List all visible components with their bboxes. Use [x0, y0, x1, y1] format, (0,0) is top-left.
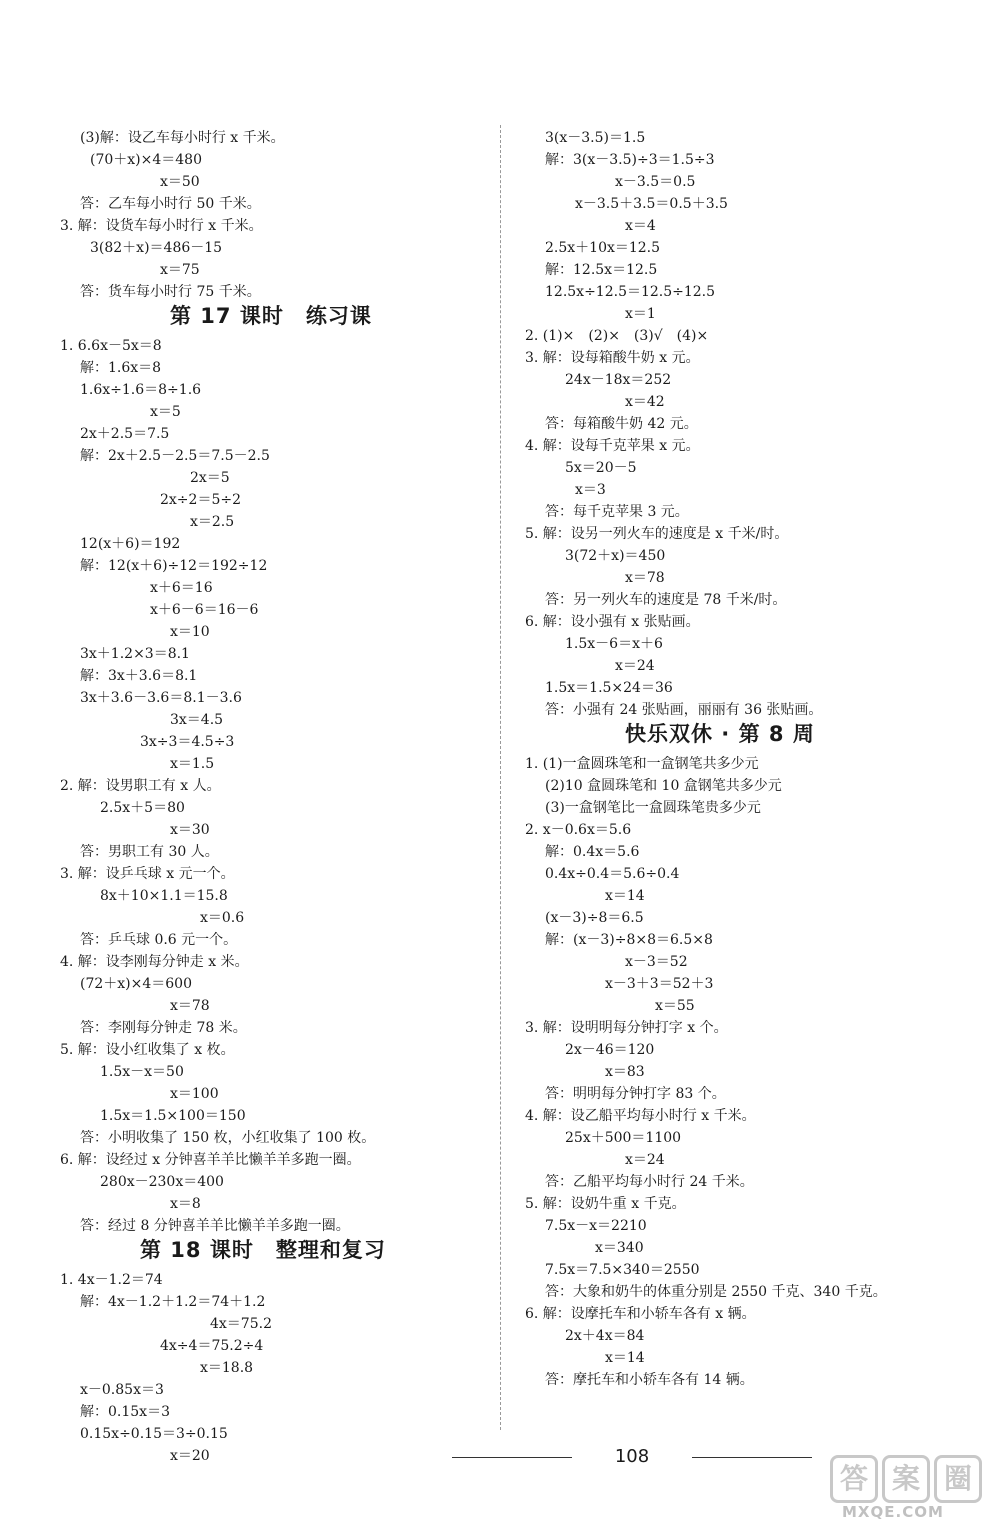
right-text-line: 答：每箱酸牛奶 42 元。: [545, 416, 698, 432]
right-text-line: 5. 解：设奶牛重 x 千克。: [525, 1196, 686, 1212]
right-text-line: 答：大象和奶牛的体重分别是 2550 千克、340 千克。: [545, 1284, 887, 1300]
right-text-line: x－3.5＝0.5: [615, 174, 696, 190]
right-text-line: 7.5x－x＝2210: [545, 1218, 647, 1234]
left-text-line: 1. 4x－1.2＝74: [60, 1272, 163, 1288]
right-text-line: 3. 解：设明明每分钟打字 x 个。: [525, 1020, 728, 1036]
watermark-url: MXQE.COM: [842, 1503, 944, 1521]
left-text-line: x－0.85x＝3: [80, 1382, 164, 1398]
left-text-line: x＝20: [170, 1448, 210, 1464]
left-text-line: 解：2x＋2.5－2.5＝7.5－2.5: [80, 448, 270, 464]
left-text-line: 6. 解：设经过 x 分钟喜羊羊比懒羊羊多跑一圈。: [60, 1152, 361, 1168]
right-text-line: x＝4: [625, 218, 656, 234]
left-text-line: x＝75: [160, 262, 200, 278]
right-text-line: 解：3(x－3.5)÷3＝1.5÷3: [545, 152, 715, 168]
right-text-line: x－3＋3＝52＋3: [605, 976, 714, 992]
left-text-line: x＝2.5: [190, 514, 235, 530]
left-text-line: 3(82＋x)＝486－15: [90, 240, 223, 256]
right-text-line: x＝340: [595, 1240, 644, 1256]
right-text-line: x＝3: [575, 482, 606, 498]
right-text-line: 2x－46＝120: [565, 1042, 655, 1058]
left-text-line: x＝18.8: [200, 1360, 254, 1376]
left-text-line: x＝5: [150, 404, 181, 420]
left-text-line: 答：男职工有 30 人。: [80, 844, 219, 860]
watermark-char-2: 案: [882, 1455, 930, 1503]
left-text-line: 2. 解：设男职工有 x 人。: [60, 778, 221, 794]
left-text-line: 2x＋2.5＝7.5: [80, 426, 170, 442]
page-number-area: [452, 1446, 812, 1467]
left-text-line: 8x＋10×1.1＝15.8: [100, 888, 228, 904]
right-text-line: 2. x－0.6x＝5.6: [525, 822, 632, 838]
left-text-line: (72＋x)×4＝600: [80, 976, 192, 992]
left-text-line: x＋6＝16: [150, 580, 213, 596]
left-text-line: 12(x＋6)＝192: [80, 536, 181, 552]
left-text-line: 1.5x－x＝50: [100, 1064, 184, 1080]
right-text-line: 答：小强有 24 张贴画，丽丽有 36 张贴画。: [545, 702, 823, 718]
left-text-line: 1.6x÷1.6＝8÷1.6: [80, 382, 202, 398]
left-text-line: 3x＋3.6－3.6＝8.1－3.6: [80, 690, 242, 706]
page-number: 108: [614, 1446, 650, 1467]
right-text-line: x＝24: [625, 1152, 665, 1168]
left-text-line: 3x÷3＝4.5÷3: [140, 734, 235, 750]
left-text-line: 280x－230x＝400: [100, 1174, 224, 1190]
right-text-line: x＝14: [605, 888, 645, 904]
left-text-line: 3. 解：设乒乓球 x 元一个。: [60, 866, 235, 882]
right-text-line: 答：摩托车和小轿车各有 14 辆。: [545, 1372, 754, 1388]
right-section-heading: 快乐双休 · 第 8 周: [625, 722, 815, 746]
left-text-line: 答：乙车每小时行 50 千米。: [80, 196, 261, 212]
left-text-line: 0.15x÷0.15＝3÷0.15: [80, 1426, 228, 1442]
right-text-line: x－3.5＋3.5＝0.5＋3.5: [575, 196, 728, 212]
right-text-line: 12.5x÷12.5＝12.5÷12.5: [545, 284, 716, 300]
right-text-line: 3(x－3.5)＝1.5: [545, 130, 646, 146]
right-text-line: x＝42: [625, 394, 665, 410]
right-text-line: 24x－18x＝252: [565, 372, 672, 388]
left-text-line: 2x÷2＝5÷2: [160, 492, 241, 508]
left-text-line: x＝0.6: [200, 910, 245, 926]
right-text-line: 答：明明每分钟打字 83 个。: [545, 1086, 726, 1102]
left-text-line: 解：3x＋3.6＝8.1: [80, 668, 198, 684]
left-text-line: 5. 解：设小红收集了 x 枚。: [60, 1042, 235, 1058]
left-text-line: 1.5x＝1.5×100＝150: [100, 1108, 246, 1124]
right-text-line: 2.5x＋10x＝12.5: [545, 240, 661, 256]
left-text-line: x＝8: [170, 1196, 201, 1212]
right-text-line: 7.5x＝7.5×340＝2550: [545, 1262, 700, 1278]
right-text-line: x＝14: [605, 1350, 645, 1366]
left-section-heading: 第 17 课时 练习课: [170, 304, 372, 328]
column-divider: [500, 125, 501, 1430]
left-text-line: 1. 6.6x－5x＝8: [60, 338, 162, 354]
left-text-line: (70＋x)×4＝480: [90, 152, 202, 168]
dash-left: [452, 1457, 572, 1458]
right-text-line: 答：另一列火车的速度是 78 千米/时。: [545, 592, 787, 608]
right-text-line: 6. 解：设小强有 x 张贴画。: [525, 614, 700, 630]
dash-right: [692, 1457, 812, 1458]
right-text-line: 解：(x－3)÷8×8＝6.5×8: [545, 932, 713, 948]
left-text-line: 4x＝75.2: [210, 1316, 272, 1332]
right-text-line: 25x＋500＝1100: [565, 1130, 682, 1146]
watermark-char-3: 圈: [934, 1455, 982, 1503]
left-text-line: x＝78: [170, 998, 210, 1014]
left-text-line: x＝50: [160, 174, 200, 190]
left-section-heading: 第 18 课时 整理和复习: [140, 1238, 386, 1262]
left-text-line: 2.5x＋5＝80: [100, 800, 185, 816]
left-text-line: 3x＋1.2×3＝8.1: [80, 646, 190, 662]
right-text-line: (3)一盒钢笔比一盒圆珠笔贵多少元: [545, 800, 761, 816]
right-text-line: x＝55: [655, 998, 695, 1014]
right-text-line: 解：0.4x＝5.6: [545, 844, 640, 860]
left-text-line: 2x＝5: [190, 470, 230, 486]
right-text-line: 答：每千克苹果 3 元。: [545, 504, 689, 520]
left-text-line: 解：12(x＋6)÷12＝192÷12: [80, 558, 268, 574]
right-text-line: 5. 解：设另一列火车的速度是 x 千米/时。: [525, 526, 789, 542]
left-text-line: x＝10: [170, 624, 210, 640]
right-text-line: 1.5x＝1.5×24＝36: [545, 680, 673, 696]
left-text-line: x＝100: [170, 1086, 219, 1102]
right-text-line: 6. 解：设摩托车和小轿车各有 x 辆。: [525, 1306, 756, 1322]
right-text-line: 0.4x÷0.4＝5.6÷0.4: [545, 866, 680, 882]
right-text-line: 解：12.5x＝12.5: [545, 262, 658, 278]
left-text-line: 答：货车每小时行 75 千米。: [80, 284, 261, 300]
left-text-line: 答：乒乓球 0.6 元一个。: [80, 932, 238, 948]
left-text-line: x＝1.5: [170, 756, 215, 772]
right-text-line: x＝24: [615, 658, 655, 674]
left-text-line: 3x＝4.5: [170, 712, 224, 728]
left-text-line: (3)解：设乙车每小时行 x 千米。: [80, 130, 285, 146]
right-text-line: 2. (1)× (2)× (3)√ (4)×: [525, 328, 709, 344]
left-text-line: 3. 解：设货车每小时行 x 千米。: [60, 218, 263, 234]
right-text-line: x＝78: [625, 570, 665, 586]
left-text-line: 解：0.15x＝3: [80, 1404, 170, 1420]
right-text-line: x＝1: [625, 306, 656, 322]
left-text-line: 答：李刚每分钟走 78 米。: [80, 1020, 247, 1036]
left-text-line: 解：4x－1.2＋1.2＝74＋1.2: [80, 1294, 266, 1310]
watermark: [830, 1455, 990, 1520]
right-text-line: 5x＝20－5: [565, 460, 637, 476]
left-text-line: 4x÷4＝75.2÷4: [160, 1338, 264, 1354]
right-text-line: x－3＝52: [625, 954, 688, 970]
left-text-line: x＋6－6＝16－6: [150, 602, 259, 618]
right-text-line: 1.5x－6＝x＋6: [565, 636, 663, 652]
left-text-line: 4. 解：设李刚每分钟走 x 米。: [60, 954, 249, 970]
right-text-line: 1. (1)一盒圆珠笔和一盒钢笔共多少元: [525, 756, 759, 772]
right-text-line: 3. 解：设每箱酸牛奶 x 元。: [525, 350, 700, 366]
right-text-line: 4. 解：设每千克苹果 x 元。: [525, 438, 700, 454]
left-text-line: 答：小明收集了 150 枚，小红收集了 100 枚。: [80, 1130, 376, 1146]
right-text-line: (2)10 盒圆珠笔和 10 盒钢笔共多少元: [545, 778, 782, 794]
right-text-line: (x－3)÷8＝6.5: [545, 910, 644, 926]
right-text-line: 2x＋4x＝84: [565, 1328, 645, 1344]
right-text-line: x＝83: [605, 1064, 645, 1080]
left-text-line: x＝30: [170, 822, 210, 838]
left-text-line: 答：经过 8 分钟喜羊羊比懒羊羊多跑一圈。: [80, 1218, 350, 1234]
right-text-line: 4. 解：设乙船平均每小时行 x 千米。: [525, 1108, 756, 1124]
left-text-line: 解：1.6x＝8: [80, 360, 162, 376]
right-text-line: 答：乙船平均每小时行 24 千米。: [545, 1174, 754, 1190]
watermark-char-1: 答: [830, 1455, 878, 1503]
right-text-line: 3(72＋x)＝450: [565, 548, 666, 564]
